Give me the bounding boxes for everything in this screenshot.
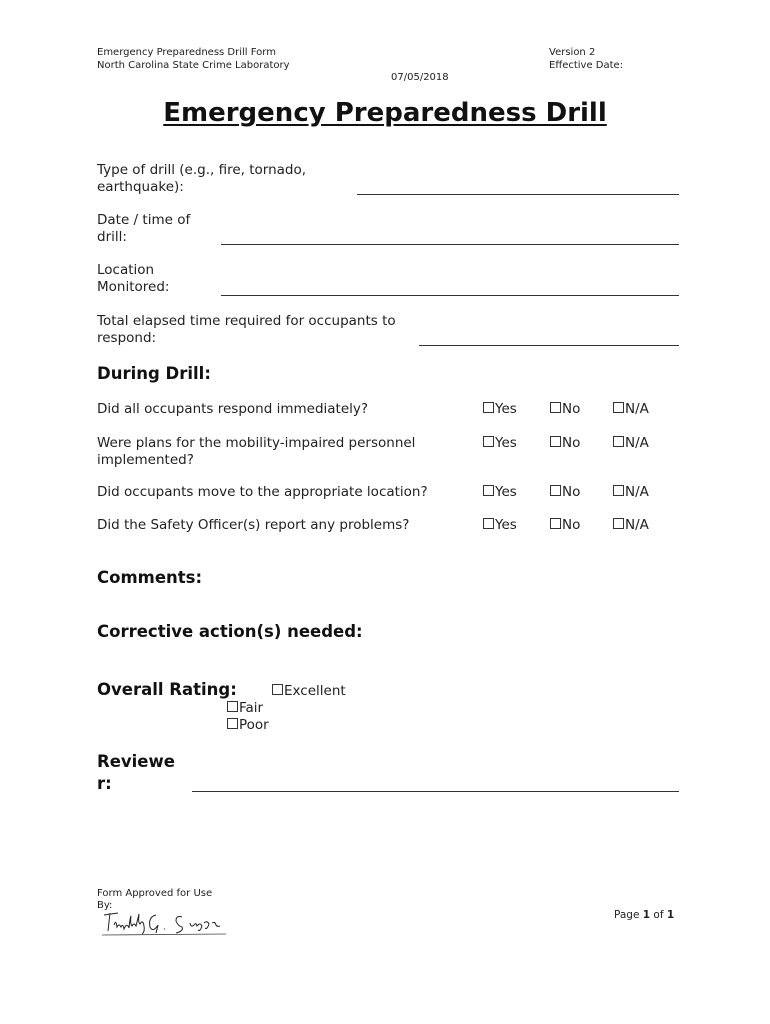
q1-na-checkbox[interactable]: N/A bbox=[613, 401, 649, 418]
elapsed-time-label: Total elapsed time required for occupants to respond: bbox=[97, 313, 396, 346]
lab-name: North Carolina State Crime Laboratory bbox=[97, 60, 290, 71]
effective-date-value: 07/05/2018 bbox=[391, 72, 449, 83]
reviewer-field[interactable] bbox=[192, 791, 679, 792]
checkbox-icon bbox=[550, 436, 561, 447]
q1-yes-checkbox[interactable]: Yes bbox=[483, 401, 517, 418]
checkbox-icon bbox=[550, 485, 561, 496]
reviewer-label: Reviewe r: bbox=[97, 752, 175, 793]
checkbox-icon bbox=[483, 518, 494, 529]
question-2: Were plans for the mobility-impaired personnel implemented? bbox=[97, 435, 416, 468]
rating-fair-checkbox[interactable]: Fair bbox=[227, 700, 263, 717]
checkbox-icon bbox=[483, 402, 494, 413]
checkbox-icon bbox=[227, 701, 238, 712]
question-1: Did all occupants respond immediately? bbox=[97, 401, 369, 417]
checkbox-icon bbox=[227, 718, 238, 729]
checkbox-icon bbox=[613, 436, 624, 447]
checkbox-icon bbox=[613, 402, 624, 413]
q3-no-checkbox[interactable]: No bbox=[550, 484, 580, 501]
checkbox-icon bbox=[550, 518, 561, 529]
approver-signature bbox=[100, 907, 230, 939]
q3-na-checkbox[interactable]: N/A bbox=[613, 484, 649, 501]
version-label: Version 2 bbox=[549, 47, 596, 58]
drill-type-field[interactable] bbox=[357, 194, 679, 195]
rating-excellent-checkbox[interactable]: Excellent bbox=[272, 683, 346, 700]
overall-rating-heading: Overall Rating: bbox=[97, 680, 237, 699]
q3-yes-checkbox[interactable]: Yes bbox=[483, 484, 517, 501]
q4-na-checkbox[interactable]: N/A bbox=[613, 517, 649, 534]
during-drill-heading: During Drill: bbox=[97, 364, 211, 383]
q4-yes-checkbox[interactable]: Yes bbox=[483, 517, 517, 534]
checkbox-icon bbox=[550, 402, 561, 413]
corrective-action-heading: Corrective action(s) needed: bbox=[97, 622, 363, 641]
location-field[interactable] bbox=[221, 295, 679, 296]
drill-type-label: Type of drill (e.g., fire, tornado, earthquake): bbox=[97, 162, 307, 195]
rating-poor-checkbox[interactable]: Poor bbox=[227, 717, 269, 734]
q2-na-checkbox[interactable]: N/A bbox=[613, 435, 649, 452]
checkbox-icon bbox=[613, 518, 624, 529]
elapsed-time-field[interactable] bbox=[419, 345, 679, 346]
location-label: Location Monitored: bbox=[97, 262, 170, 295]
checkbox-icon bbox=[483, 436, 494, 447]
drill-datetime-label: Date / time of drill: bbox=[97, 212, 191, 245]
q1-no-checkbox[interactable]: No bbox=[550, 401, 580, 418]
q2-yes-checkbox[interactable]: Yes bbox=[483, 435, 517, 452]
approved-by-label: Form Approved for Use By: bbox=[97, 888, 213, 911]
comments-heading: Comments: bbox=[97, 568, 203, 587]
drill-datetime-field[interactable] bbox=[221, 244, 679, 245]
question-4: Did the Safety Officer(s) report any problems? bbox=[97, 517, 410, 533]
question-3: Did occupants move to the appropriate location? bbox=[97, 484, 428, 500]
checkbox-icon bbox=[272, 684, 283, 695]
q2-no-checkbox[interactable]: No bbox=[550, 435, 580, 452]
page-number: Page 1 of 1 bbox=[614, 909, 675, 921]
checkbox-icon bbox=[483, 485, 494, 496]
page-title: Emergency Preparedness Drill bbox=[163, 98, 607, 128]
checkbox-icon bbox=[613, 485, 624, 496]
effective-date-label: Effective Date: bbox=[549, 60, 624, 71]
q4-no-checkbox[interactable]: No bbox=[550, 517, 580, 534]
form-name: Emergency Preparedness Drill Form bbox=[97, 47, 276, 58]
